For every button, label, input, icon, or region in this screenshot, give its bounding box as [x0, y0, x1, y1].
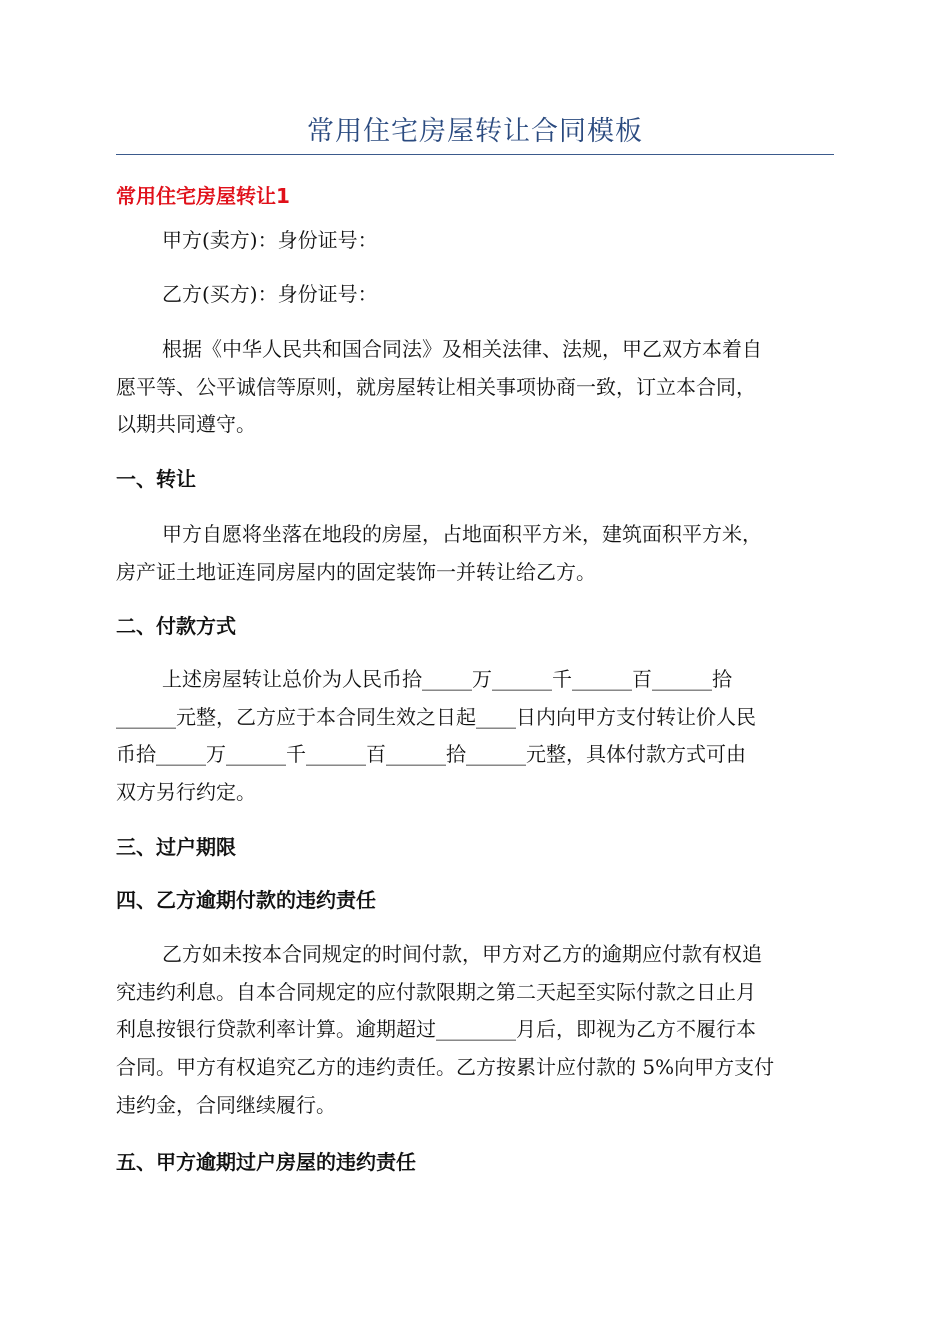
payment-paragraph: 上述房屋转让总价为人民币拾_____万______千______百______拾 ______元整，乙方应于本合同生效之日起____日内向甲方支付转让价人民 币拾_____万______千______百______拾______元整，具体付款方式可由 双方另行约定。 — [116, 667, 756, 805]
section-title: 常用住宅房屋转让1 — [116, 184, 290, 208]
document-title: 常用住宅房屋转让合同模板 — [307, 116, 643, 147]
late-payment-paragraph: 乙方如未按本合同规定的时间付款，甲方对乙方的逾期应付款有权追 究违约利息。自本合同规定的应付款限期之第二天起至实际付款之日止月 利息按银行贷款利率计算。逾期超过________月后，即视为乙方不履行本 合同。甲方有权追究乙方的违约责任。乙方按累计应付款的 5%向甲方支付 违约金，合同继续履行。 — [116, 942, 775, 1117]
preamble-paragraph: 根据《中华人民共和国合同法》及相关法律、法规，甲乙双方本着自 愿平等、公平诚信等原则，就房屋转让相关事项协商一致，订立本合同， 以期共同遵守。 — [116, 337, 762, 437]
title-underline — [116, 154, 834, 155]
party-b-line: 乙方(买方)：身份证号： — [162, 282, 378, 306]
heading-buyer-late-payment: 四、乙方逾期付款的违约责任 — [116, 888, 376, 912]
heading-transfer-deadline: 三、过户期限 — [116, 835, 236, 859]
heading-seller-late-transfer: 五、甲方逾期过户房屋的违约责任 — [116, 1150, 416, 1174]
heading-transfer: 一、转让 — [116, 467, 196, 491]
transfer-paragraph: 甲方自愿将坐落在地段的房屋，占地面积平方米，建筑面积平方米， 房产证土地证连同房屋内的固定装饰一并转让给乙方。 — [116, 522, 762, 584]
heading-payment: 二、付款方式 — [116, 614, 236, 638]
party-a-line: 甲方(卖方)：身份证号： — [162, 228, 378, 252]
